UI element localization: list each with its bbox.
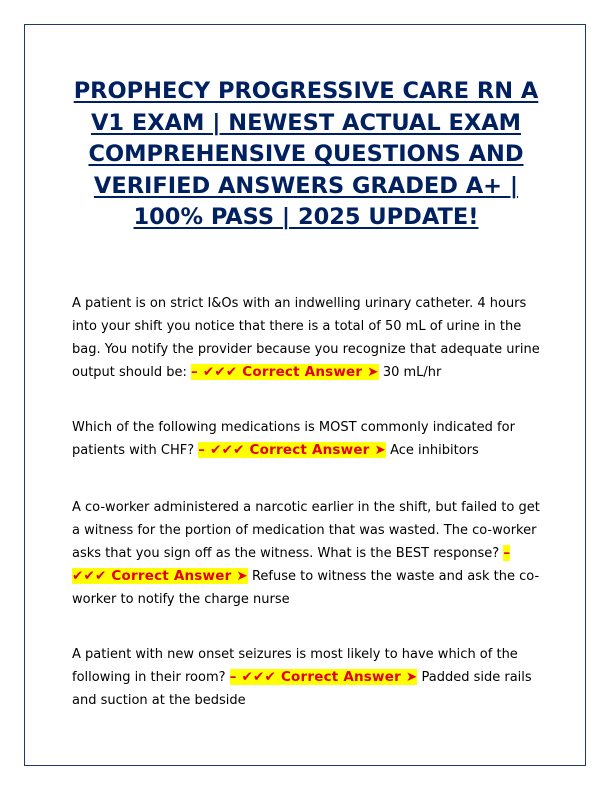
question-text: A co-worker administered a narcotic earlier in the shift, but failed to get a witness for the portion of medication that was wasted. The co-worker asks that you sign off as the witness. What is the BEST response? xyxy=(72,500,540,561)
correct-answer-badge: – ✔✔✔ Correct Answer ➤ xyxy=(198,442,386,458)
answer-text: 30 mL/hr xyxy=(382,365,442,380)
correct-answer-badge: – ✔✔✔ Correct Answer ➤ xyxy=(190,364,379,380)
answer-text: Refuse to witness the waste and ask the co-worker to notify the charge nurse xyxy=(72,569,540,607)
question-text: Which of the following medications is MOST commonly indicated for patients with CHF? xyxy=(72,420,515,458)
qa-item-3 xyxy=(72,496,548,611)
correct-answer-badge: – ✔✔✔ Correct Answer ➤ xyxy=(72,545,511,584)
question-text: A patient with new onset seizures is most likely to have which of the following in their room? xyxy=(72,647,518,685)
document-title: PROPHECY PROGRESSIVE CARE RN A V1 EXAM | NEWEST ACTUAL EXAM COMPREHENSIVE QUESTIONS AND VERIFIED ANSWERS GRADED A+ | 100% PASS | 2025 UPDATE! xyxy=(73,78,539,230)
correct-answer-badge: – ✔✔✔ Correct Answer ➤ xyxy=(229,669,418,685)
question-text: A patient is on strict I&Os with an indwelling urinary catheter. 4 hours into your shift you notice that there is a total of 50 mL of urine in the bag. You notify the provider because you recognize that adequate urine output should be: xyxy=(72,296,540,380)
qa-item-1 xyxy=(72,292,548,384)
answer-text: Ace inhibitors xyxy=(390,443,479,458)
qa-item-2 xyxy=(72,416,548,462)
answer-text: Padded side rails and suction at the bedside xyxy=(72,670,532,708)
qa-item-4 xyxy=(72,643,548,712)
